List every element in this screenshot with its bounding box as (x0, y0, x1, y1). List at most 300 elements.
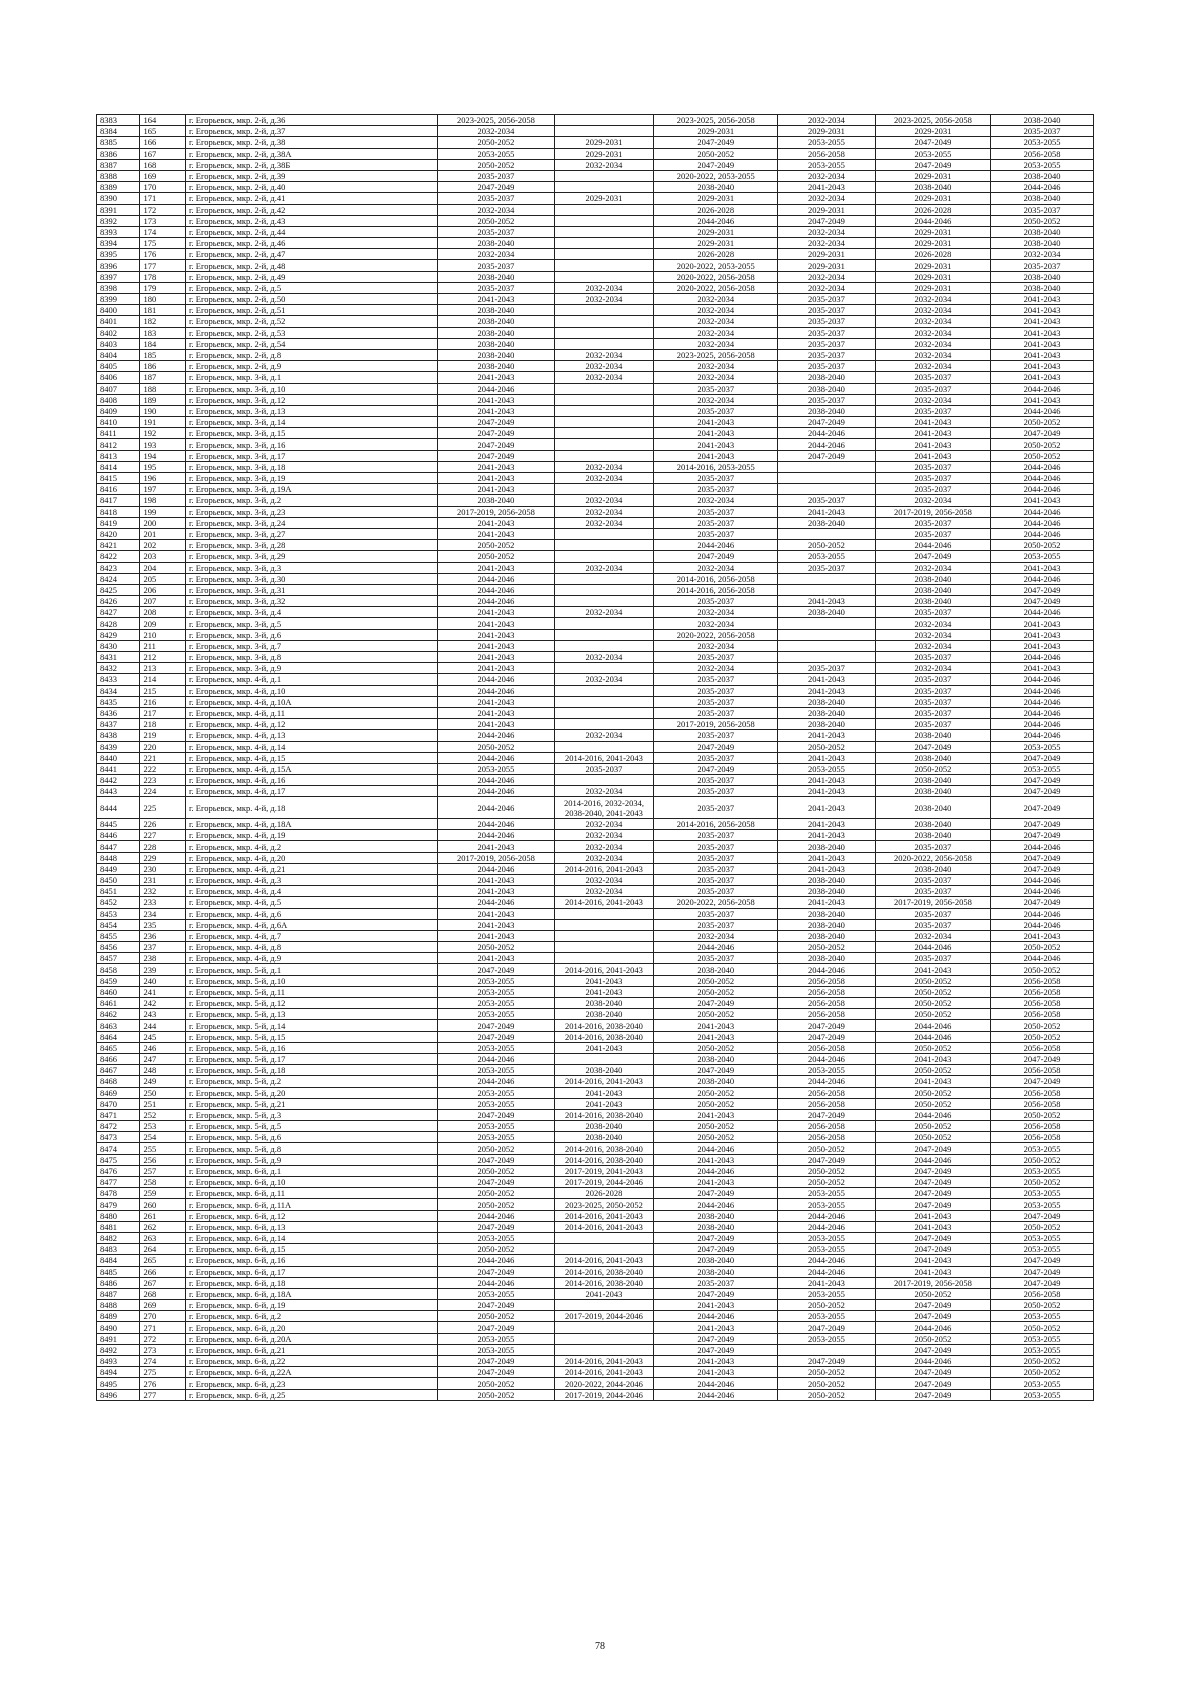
cell-row-number: 253 (140, 1121, 186, 1132)
table-row (97, 372, 1094, 383)
cell-period-1: 2041-2043 (438, 607, 555, 618)
cell-period-3: 2044-2046 (654, 1199, 778, 1210)
cell-row-number: 171 (140, 193, 186, 204)
cell-period-4: 2050-2052 (778, 1300, 875, 1311)
cell-row-number: 198 (140, 495, 186, 506)
cell-address: г. Егорьевск, мкр. 3-й, д.7 (185, 640, 437, 651)
cell-period-5: 2032-2034 (875, 663, 990, 674)
cell-row-id: 8446 (97, 830, 140, 841)
cell-address: г. Егорьевск, мкр. 3-й, д.17 (185, 450, 437, 461)
cell-address: г. Егорьевск, мкр. 2-й, д.36 (185, 115, 437, 126)
cell-period-4: 2053-2055 (778, 763, 875, 774)
cell-period-5: 2044-2046 (875, 942, 990, 953)
cell-period-1: 2035-2037 (438, 282, 555, 293)
cell-period-2 (554, 919, 654, 930)
cell-address: г. Егорьевск, мкр. 2-й, д.5 (185, 282, 437, 293)
table-row (97, 998, 1094, 1009)
table-row (97, 1154, 1094, 1165)
cell-period-3: 2032-2034 (654, 305, 778, 316)
cell-period-5: 2032-2034 (875, 361, 990, 372)
cell-row-number: 192 (140, 428, 186, 439)
cell-row-number: 164 (140, 115, 186, 126)
table-row (97, 942, 1094, 953)
cell-row-number: 271 (140, 1322, 186, 1333)
cell-period-4: 2041-2043 (778, 897, 875, 908)
cell-address: г. Егорьевск, мкр. 3-й, д.3 (185, 562, 437, 573)
cell-address: г. Егорьевск, мкр. 4-й, д.18А (185, 819, 437, 830)
cell-period-1: 2050-2052 (438, 1188, 555, 1199)
cell-row-number: 176 (140, 249, 186, 260)
cell-address: г. Егорьевск, мкр. 5-й, д.18 (185, 1065, 437, 1076)
cell-row-id: 8448 (97, 852, 140, 863)
cell-period-2: 2032-2034 (554, 159, 654, 170)
cell-period-1: 2047-2049 (438, 1154, 555, 1165)
cell-period-4: 2029-2031 (778, 249, 875, 260)
cell-period-4: 2041-2043 (778, 752, 875, 763)
cell-period-6: 2044-2046 (991, 182, 1094, 193)
cell-row-number: 168 (140, 159, 186, 170)
cell-period-5: 2050-2052 (875, 1065, 990, 1076)
cell-period-6: 2044-2046 (991, 405, 1094, 416)
cell-row-id: 8406 (97, 372, 140, 383)
table-row (97, 573, 1094, 584)
cell-period-1: 2017-2019, 2056-2058 (438, 852, 555, 863)
cell-address: г. Егорьевск, мкр. 6-й, д.22А (185, 1367, 437, 1378)
cell-period-1: 2041-2043 (438, 696, 555, 707)
cell-period-5: 2035-2037 (875, 908, 990, 919)
cell-address: г. Егорьевск, мкр. 2-й, д.39 (185, 170, 437, 181)
cell-row-number: 234 (140, 908, 186, 919)
cell-period-4: 2035-2037 (778, 294, 875, 305)
cell-address: г. Егорьевск, мкр. 4-й, д.21 (185, 863, 437, 874)
cell-row-number: 242 (140, 998, 186, 1009)
cell-row-number: 251 (140, 1098, 186, 1109)
cell-period-3: 2044-2046 (654, 215, 778, 226)
cell-period-1: 2044-2046 (438, 863, 555, 874)
cell-period-4: 2056-2058 (778, 975, 875, 986)
cell-address: г. Егорьевск, мкр. 2-й, д.40 (185, 182, 437, 193)
cell-row-id: 8495 (97, 1378, 140, 1389)
cell-period-5: 2035-2037 (875, 372, 990, 383)
table-row (97, 1042, 1094, 1053)
cell-period-1: 2047-2049 (438, 1177, 555, 1188)
cell-period-3: 2029-2031 (654, 126, 778, 137)
cell-period-3: 2038-2040 (654, 1255, 778, 1266)
cell-period-4: 2050-2052 (778, 1367, 875, 1378)
cell-address: г. Егорьевск, мкр. 5-й, д.1 (185, 964, 437, 975)
cell-row-number: 241 (140, 986, 186, 997)
cell-period-5: 2044-2046 (875, 215, 990, 226)
cell-period-4: 2038-2040 (778, 886, 875, 897)
table-row (97, 1322, 1094, 1333)
cell-row-id: 8387 (97, 159, 140, 170)
cell-period-2: 2014-2016, 2038-2040 (554, 1277, 654, 1288)
cell-address: г. Егорьевск, мкр. 4-й, д.7 (185, 930, 437, 941)
cell-period-6: 2053-2055 (991, 1378, 1094, 1389)
cell-period-4: 2047-2049 (778, 1322, 875, 1333)
cell-row-number: 223 (140, 775, 186, 786)
cell-period-6: 2056-2058 (991, 1087, 1094, 1098)
cell-period-4: 2038-2040 (778, 517, 875, 528)
cell-period-1: 2050-2052 (438, 1244, 555, 1255)
cell-period-4: 2044-2046 (778, 1210, 875, 1221)
cell-period-2 (554, 226, 654, 237)
cell-period-2: 2014-2016, 2041-2043 (554, 1076, 654, 1087)
table-row (97, 282, 1094, 293)
cell-period-6: 2053-2055 (991, 1199, 1094, 1210)
cell-period-5: 2035-2037 (875, 685, 990, 696)
cell-period-2: 2023-2025, 2050-2052 (554, 1199, 654, 1210)
cell-row-number: 186 (140, 361, 186, 372)
table-row (97, 562, 1094, 573)
cell-period-6: 2050-2052 (991, 439, 1094, 450)
cell-period-3: 2038-2040 (654, 1076, 778, 1087)
table-row (97, 260, 1094, 271)
table-row (97, 629, 1094, 640)
cell-period-4: 2044-2046 (778, 439, 875, 450)
cell-row-id: 8459 (97, 975, 140, 986)
table-row (97, 1311, 1094, 1322)
cell-row-number: 217 (140, 707, 186, 718)
cell-address: г. Егорьевск, мкр. 3-й, д.13 (185, 405, 437, 416)
table-row (97, 584, 1094, 595)
cell-period-6: 2047-2049 (991, 596, 1094, 607)
cell-period-1: 2047-2049 (438, 182, 555, 193)
cell-period-4: 2053-2055 (778, 137, 875, 148)
cell-period-1: 2044-2046 (438, 1277, 555, 1288)
cell-period-6: 2053-2055 (991, 1188, 1094, 1199)
cell-row-number: 182 (140, 316, 186, 327)
cell-period-2: 2041-2043 (554, 1288, 654, 1299)
cell-period-5: 2041-2043 (875, 1255, 990, 1266)
cell-period-4: 2050-2052 (778, 1378, 875, 1389)
cell-period-6: 2047-2049 (991, 584, 1094, 595)
cell-period-6: 2047-2049 (991, 1053, 1094, 1064)
cell-row-id: 8492 (97, 1344, 140, 1355)
cell-period-5: 2038-2040 (875, 819, 990, 830)
cell-period-5: 2038-2040 (875, 863, 990, 874)
cell-period-3: 2014-2016, 2056-2058 (654, 819, 778, 830)
cell-period-6: 2044-2046 (991, 484, 1094, 495)
cell-period-3: 2041-2043 (654, 1154, 778, 1165)
cell-row-id: 8463 (97, 1020, 140, 1031)
cell-address: г. Егорьевск, мкр. 2-й, д.42 (185, 204, 437, 215)
cell-period-4: 2035-2037 (778, 361, 875, 372)
cell-row-id: 8472 (97, 1121, 140, 1132)
cell-period-6: 2044-2046 (991, 461, 1094, 472)
cell-period-5: 2026-2028 (875, 249, 990, 260)
cell-period-2 (554, 484, 654, 495)
cell-period-2: 2032-2034 (554, 786, 654, 797)
cell-period-6: 2053-2055 (991, 1232, 1094, 1243)
cell-period-2: 2014-2016, 2041-2043 (554, 897, 654, 908)
cell-period-2: 2014-2016, 2038-2040 (554, 1109, 654, 1120)
cell-period-1: 2038-2040 (438, 327, 555, 338)
cell-period-2: 2020-2022, 2044-2046 (554, 1378, 654, 1389)
cell-period-2 (554, 1053, 654, 1064)
table-row (97, 215, 1094, 226)
cell-period-6: 2044-2046 (991, 383, 1094, 394)
cell-period-1: 2041-2043 (438, 841, 555, 852)
cell-period-2: 2014-2016, 2041-2043 (554, 863, 654, 874)
cell-period-4: 2056-2058 (778, 986, 875, 997)
cell-row-id: 8400 (97, 305, 140, 316)
cell-address: г. Егорьевск, мкр. 5-й, д.20 (185, 1087, 437, 1098)
table-row (97, 428, 1094, 439)
cell-period-5: 2020-2022, 2056-2058 (875, 852, 990, 863)
cell-row-id: 8431 (97, 652, 140, 663)
table-row (97, 964, 1094, 975)
cell-period-2: 2032-2034 (554, 819, 654, 830)
cell-period-6: 2044-2046 (991, 607, 1094, 618)
cell-row-id: 8440 (97, 752, 140, 763)
cell-period-1: 2041-2043 (438, 562, 555, 573)
cell-period-2: 2014-2016, 2041-2043 (554, 1210, 654, 1221)
cell-row-id: 8432 (97, 663, 140, 674)
cell-period-5: 2032-2034 (875, 640, 990, 651)
table-row (97, 596, 1094, 607)
cell-row-id: 8388 (97, 170, 140, 181)
cell-period-2: 2032-2034 (554, 372, 654, 383)
cell-period-2 (554, 629, 654, 640)
cell-address: г. Егорьевск, мкр. 5-й, д.3 (185, 1109, 437, 1120)
cell-row-id: 8428 (97, 618, 140, 629)
cell-period-1: 2053-2055 (438, 1232, 555, 1243)
table-row (97, 338, 1094, 349)
cell-period-2: 2032-2034 (554, 886, 654, 897)
cell-period-5: 2041-2043 (875, 450, 990, 461)
cell-period-4: 2041-2043 (778, 596, 875, 607)
cell-row-id: 8439 (97, 741, 140, 752)
cell-period-4: 2041-2043 (778, 730, 875, 741)
cell-period-3: 2050-2052 (654, 975, 778, 986)
cell-row-number: 165 (140, 126, 186, 137)
cell-period-3: 2038-2040 (654, 1266, 778, 1277)
cell-period-6: 2053-2055 (991, 1389, 1094, 1400)
cell-period-1: 2041-2043 (438, 461, 555, 472)
cell-row-id: 8458 (97, 964, 140, 975)
cell-period-1: 2041-2043 (438, 629, 555, 640)
cell-period-5: 2047-2049 (875, 1311, 990, 1322)
table-row (97, 439, 1094, 450)
cell-row-id: 8493 (97, 1356, 140, 1367)
cell-period-4: 2056-2058 (778, 998, 875, 1009)
table-row (97, 730, 1094, 741)
cell-period-4 (778, 528, 875, 539)
cell-row-id: 8494 (97, 1367, 140, 1378)
cell-period-6: 2035-2037 (991, 260, 1094, 271)
cell-address: г. Егорьевск, мкр. 3-й, д.19 (185, 473, 437, 484)
cell-row-number: 207 (140, 596, 186, 607)
cell-row-number: 231 (140, 874, 186, 885)
cell-period-3: 2035-2037 (654, 707, 778, 718)
cell-row-id: 8444 (97, 797, 140, 819)
cell-period-3: 2050-2052 (654, 1009, 778, 1020)
cell-period-6: 2041-2043 (991, 327, 1094, 338)
cell-period-3: 2041-2043 (654, 1300, 778, 1311)
cell-period-2: 2014-2016, 2038-2040 (554, 1154, 654, 1165)
cell-address: г. Егорьевск, мкр. 5-й, д.2 (185, 1076, 437, 1087)
cell-period-2: 2014-2016, 2038-2040 (554, 1020, 654, 1031)
table-row (97, 1009, 1094, 1020)
cell-period-4: 2056-2058 (778, 1098, 875, 1109)
cell-period-6: 2050-2052 (991, 540, 1094, 551)
cell-period-2: 2032-2034 (554, 461, 654, 472)
cell-period-2: 2032-2034 (554, 674, 654, 685)
cell-period-2: 2032-2034 (554, 349, 654, 360)
cell-period-6: 2056-2058 (991, 1042, 1094, 1053)
cell-period-6: 2050-2052 (991, 1221, 1094, 1232)
cell-period-1: 2047-2049 (438, 1300, 555, 1311)
cell-period-5: 2041-2043 (875, 1053, 990, 1064)
cell-row-number: 183 (140, 327, 186, 338)
cell-row-id: 8423 (97, 562, 140, 573)
cell-period-4: 2047-2049 (778, 1109, 875, 1120)
cell-period-6: 2047-2049 (991, 1277, 1094, 1288)
cell-period-1: 2044-2046 (438, 730, 555, 741)
cell-period-6: 2044-2046 (991, 886, 1094, 897)
cell-row-id: 8418 (97, 506, 140, 517)
cell-row-number: 267 (140, 1277, 186, 1288)
cell-period-2 (554, 775, 654, 786)
cell-period-2: 2017-2019, 2041-2043 (554, 1165, 654, 1176)
cell-row-id: 8401 (97, 316, 140, 327)
cell-row-number: 259 (140, 1188, 186, 1199)
cell-period-6: 2041-2043 (991, 338, 1094, 349)
cell-period-1: 2041-2043 (438, 640, 555, 651)
cell-row-id: 8451 (97, 886, 140, 897)
cell-period-3: 2029-2031 (654, 193, 778, 204)
cell-period-6: 2038-2040 (991, 193, 1094, 204)
cell-row-id: 8445 (97, 819, 140, 830)
cell-row-id: 8490 (97, 1322, 140, 1333)
cell-period-4: 2041-2043 (778, 786, 875, 797)
cell-period-2: 2029-2031 (554, 148, 654, 159)
cell-period-2: 2041-2043 (554, 1042, 654, 1053)
cell-period-3: 2035-2037 (654, 730, 778, 741)
cell-period-2 (554, 428, 654, 439)
cell-period-5: 2047-2049 (875, 1389, 990, 1400)
table-row (97, 170, 1094, 181)
cell-period-6: 2056-2058 (991, 1009, 1094, 1020)
cell-period-2: 2014-2016, 2041-2043 (554, 752, 654, 763)
cell-period-5: 2035-2037 (875, 674, 990, 685)
cell-period-5: 2026-2028 (875, 204, 990, 215)
cell-period-1: 2041-2043 (438, 719, 555, 730)
cell-period-4: 2041-2043 (778, 863, 875, 874)
cell-period-2 (554, 942, 654, 953)
cell-row-number: 235 (140, 919, 186, 930)
cell-period-2 (554, 696, 654, 707)
cell-address: г. Егорьевск, мкр. 4-й, д.14 (185, 741, 437, 752)
cell-row-number: 208 (140, 607, 186, 618)
cell-period-1: 2044-2046 (438, 819, 555, 830)
cell-period-3: 2035-2037 (654, 863, 778, 874)
cell-row-id: 8433 (97, 674, 140, 685)
cell-period-2 (554, 1232, 654, 1243)
cell-period-6: 2056-2058 (991, 1121, 1094, 1132)
cell-period-6: 2032-2034 (991, 249, 1094, 260)
cell-period-1: 2050-2052 (438, 551, 555, 562)
cell-period-4: 2038-2040 (778, 874, 875, 885)
cell-row-number: 203 (140, 551, 186, 562)
cell-period-4 (778, 461, 875, 472)
table-row (97, 1344, 1094, 1355)
cell-period-6: 2041-2043 (991, 294, 1094, 305)
cell-period-1: 2041-2043 (438, 930, 555, 941)
cell-period-3: 2017-2019, 2056-2058 (654, 719, 778, 730)
cell-address: г. Егорьевск, мкр. 3-й, д.31 (185, 584, 437, 595)
table-row (97, 506, 1094, 517)
cell-period-3: 2047-2049 (654, 159, 778, 170)
cell-period-5: 2050-2052 (875, 1098, 990, 1109)
cell-period-3: 2035-2037 (654, 596, 778, 607)
cell-period-2: 2029-2031 (554, 137, 654, 148)
table-row (97, 953, 1094, 964)
cell-row-id: 8397 (97, 271, 140, 282)
cell-period-2 (554, 170, 654, 181)
cell-period-5: 2035-2037 (875, 528, 990, 539)
cell-period-1: 2044-2046 (438, 1210, 555, 1221)
cell-period-6: 2050-2052 (991, 1109, 1094, 1120)
cell-period-1: 2038-2040 (438, 361, 555, 372)
cell-address: г. Егорьевск, мкр. 5-й, д.10 (185, 975, 437, 986)
cell-address: г. Егорьевск, мкр. 6-й, д.16 (185, 1255, 437, 1266)
cell-period-1: 2050-2052 (438, 1143, 555, 1154)
cell-period-1: 2038-2040 (438, 238, 555, 249)
cell-row-number: 184 (140, 338, 186, 349)
cell-row-number: 218 (140, 719, 186, 730)
cell-address: г. Егорьевск, мкр. 4-й, д.12 (185, 719, 437, 730)
table-row (97, 1244, 1094, 1255)
cell-period-2: 2041-2043 (554, 1087, 654, 1098)
cell-period-3: 2050-2052 (654, 1121, 778, 1132)
cell-period-4: 2044-2046 (778, 1076, 875, 1087)
table-row (97, 1087, 1094, 1098)
cell-period-5: 2050-2052 (875, 998, 990, 1009)
cell-period-5: 2047-2049 (875, 1199, 990, 1210)
cell-period-1: 2035-2037 (438, 193, 555, 204)
cell-address: г. Егорьевск, мкр. 5-й, д.12 (185, 998, 437, 1009)
cell-row-id: 8483 (97, 1244, 140, 1255)
cell-period-5: 2032-2034 (875, 495, 990, 506)
cell-period-5: 2017-2019, 2056-2058 (875, 897, 990, 908)
cell-period-6: 2035-2037 (991, 204, 1094, 215)
table-row (97, 863, 1094, 874)
cell-period-6: 2044-2046 (991, 652, 1094, 663)
cell-row-number: 170 (140, 182, 186, 193)
cell-period-6: 2050-2052 (991, 1367, 1094, 1378)
cell-address: г. Егорьевск, мкр. 5-й, д.6 (185, 1132, 437, 1143)
cell-address: г. Егорьевск, мкр. 4-й, д.3 (185, 874, 437, 885)
cell-period-5: 2035-2037 (875, 886, 990, 897)
cell-address: г. Егорьевск, мкр. 4-й, д.11 (185, 707, 437, 718)
cell-row-id: 8462 (97, 1009, 140, 1020)
cell-period-4: 2050-2052 (778, 1177, 875, 1188)
cell-period-2 (554, 596, 654, 607)
cell-row-id: 8484 (97, 1255, 140, 1266)
document-table-container (96, 114, 1094, 1401)
cell-period-5: 2029-2031 (875, 126, 990, 137)
cell-period-6: 2056-2058 (991, 975, 1094, 986)
table-row (97, 1266, 1094, 1277)
cell-period-3: 2041-2043 (654, 1109, 778, 1120)
cell-row-number: 220 (140, 741, 186, 752)
cell-address: г. Егорьевск, мкр. 3-й, д.4 (185, 607, 437, 618)
cell-period-4: 2044-2046 (778, 1266, 875, 1277)
cell-period-3: 2047-2049 (654, 1232, 778, 1243)
cell-period-6: 2053-2055 (991, 551, 1094, 562)
